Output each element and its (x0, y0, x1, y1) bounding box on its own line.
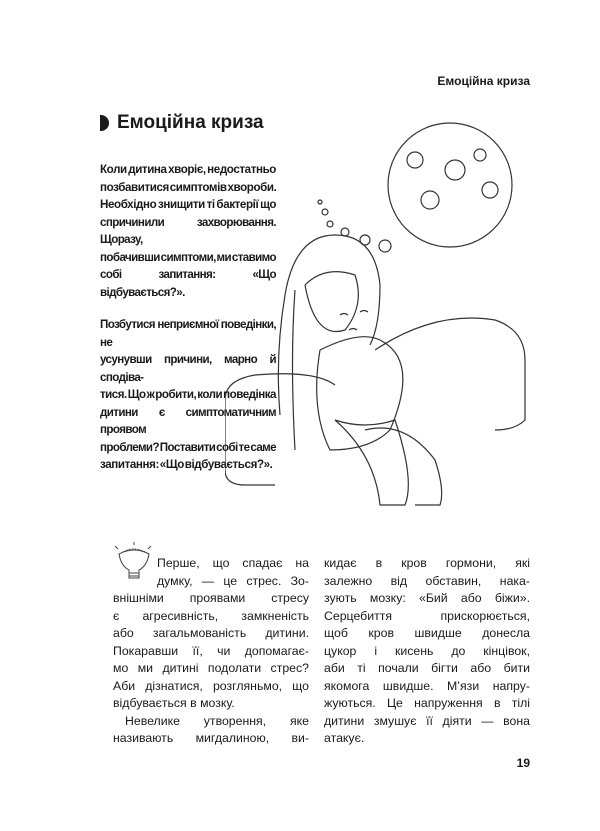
text-line: мо ми дитині подолати стрес? (113, 661, 309, 675)
text-line: або загальмованість дитини. (113, 626, 309, 640)
text-line: проблеми? Поставити собі те саме (100, 440, 276, 454)
text-line: Необхідно знищити ті бактерії що (100, 198, 276, 211)
text-line: якомога швидше. М’язи напру- (324, 678, 530, 693)
text-line: кидає в кров гормони, які (324, 556, 530, 570)
text-line: атакує. (324, 731, 365, 745)
text-line: позбавитися симптомів хвороби. (100, 180, 277, 194)
text-line: аби ті почали бігти або бити (324, 661, 530, 675)
text-line: усунувши причини, марно й сподіва- (100, 353, 276, 384)
text-line: є агресивність, замкненість (113, 608, 309, 623)
text-line: жуються. Це напруження в тілі (324, 696, 530, 710)
text-line: дитини є симптоматичним проявом (100, 405, 276, 436)
text-line: внішніми проявами стресу (113, 591, 309, 605)
half-circle-bullet-icon (100, 115, 109, 131)
text-line: зують мозку: «Бий або біжи». (324, 591, 530, 605)
text-line: думку, — це стрес. Зо- (157, 573, 309, 588)
text-line: цукор і кисень до кінцівок, (324, 643, 530, 658)
text-line: відбувається в мозку. (113, 696, 235, 710)
text-line: дитини змушує її діяти — вона (324, 713, 530, 728)
text-line: Аби дізнатися, розгляньмо, що (113, 678, 309, 693)
text-line: тися. Що ж робити, коли поведінка (100, 388, 276, 401)
text-line: Коли дитина хворіє, недостатньо (100, 163, 276, 176)
text-line: Покаравши її, чи допомагає- (113, 643, 309, 658)
text-line: Перше, що спадає на (157, 556, 309, 570)
running-header: Емоційна криза (437, 74, 530, 88)
body-column-left (113, 555, 309, 748)
section-title-text: Емоційна криза (117, 112, 264, 133)
text-line: запитання: «Що відбувається?». (100, 458, 273, 471)
text-line: собі запитання: «Що відбувається?». (100, 268, 276, 299)
text-line: побачивши симптоми, ми ставимо (100, 250, 276, 264)
text-line: щоб кров швидше донесла (324, 626, 530, 640)
text-line: Позбутися неприємної поведінки, не (100, 318, 276, 349)
text-line: залежно від обставин, нака- (324, 573, 530, 588)
illustration-sad-girl-thought-bubble (225, 120, 535, 510)
body-column-right (324, 555, 530, 748)
text-line: Невелике утворення, яке (125, 713, 309, 728)
text-line: Серцебиття прискорюється, (324, 608, 530, 623)
text-line: називають мигдалиною, ви- (113, 731, 309, 745)
text-line: спричинили захворювання. Щоразу, (100, 215, 276, 246)
page-number: 19 (516, 756, 530, 770)
